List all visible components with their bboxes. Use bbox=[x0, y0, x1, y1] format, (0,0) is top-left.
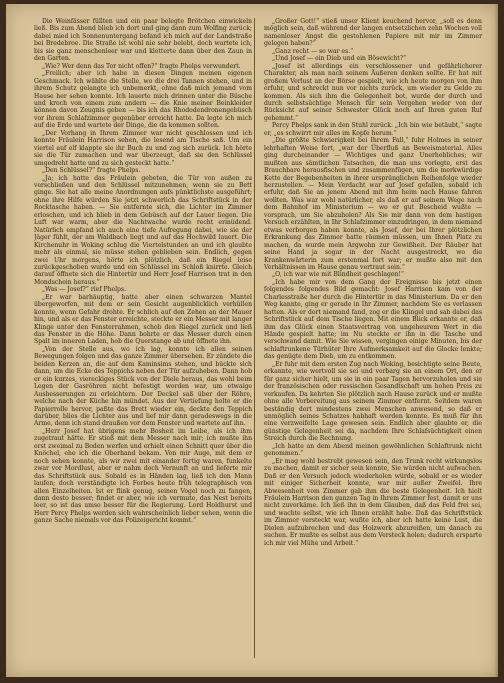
paragraph: „Den Schlüssel?“ fragte Phelps. bbox=[42, 167, 141, 175]
paragraph: „Ganz recht — so war es.“ bbox=[272, 47, 354, 55]
left-text-column bbox=[34, 18, 252, 658]
paragraph: „Josef ist allerdings ein verschlossener und gefährlicherer Charakter, als man nach seinem Äußeren denken sollte. Er hat mit großem Verlust an der Börse gespielt, wie ich heute morgen von ihm erfuhr, und schreckt nun vor nichts zurück, um wieder zu Gelde zu kommen. Als sich ihm die Gelegenheit bot, wurde der durch und durch selbstsüchtige Mensch für sein Vergehen weder von der Rücksicht auf seiner Schwester Glück noch auf Ihren guten Ruf gehemmt.“ bbox=[264, 62, 482, 122]
paragraph: „Herr Josef hat übrigens mehr Bosheit im Leibe, als ich ihm zugetraut hätte. Er stieß mit dem Messer nach mir; ich mußte ihn erst zweimal zu Boden werfen und erhielt einen Schnitt quer über die Knöchel, ehe ich die Oberhand bekam. Von mir Auge, mit dem er noch sehen konnte, als wir zwei mit einander fertig waren, funkelte zwar vor Mordlust, aber er nahm doch Vernunft an und lieferte mir das Schriftstück aus. Sobald es in Händen lag, ließ ich den Mann laufen; doch verständigte ich Forbes heute früh telegraphisch von allen Einzelheiten. Ist er flink genug, seinen Vogel noch zu fangen, dann desto besser; findet er aber, wie ich vermute, das Nest bereits leer, so ist das umso besser für die Regierung. Lord Holdhurst und Herr Percy Phelps werden sich wahrscheinlich lieber sehen, wenn die ganze Sache niemals vor das Polizeigericht kommt.“ bbox=[34, 427, 252, 525]
right-text-column bbox=[264, 18, 482, 658]
page-edge-shadow bbox=[494, 4, 498, 677]
paragraph: „Ich habe mir von dem Gang der Ereignisse bis jetzt einen folgendes folgendes Bild gemacht: Josef Harrison kam von der Charlesstraße her durch die Hintertür in das Ministerium. Da er den Weg kannte, ging er gerade in Ihr Zimmer, nachdem Sie es verlassen hatten. Als er dort niemand fand, zog er die Klingel und sah dabei das Schriftstück auf dem Tische liegen. Mit einem Blick erkannte er, daß ihm das Glück einen Staatsvertrag von ungeheurem Wert in die Hände gespielt hatte; im Nu steckte er ihn in die Tasche und verschwand damit. Wie Sie wissen, vergingen einige Minuten, bis der schlaftrunkene Türhüter Ihre Aufmerksamkeit auf die Glocke lenkte; das genügte dem Dieb, um zu entkommen. bbox=[264, 278, 482, 361]
paragraph: „Der Vorhang in Ihrem Zimmer war nicht geschlossen und ich konnte Fräulein Harrison sehen, die lesend am Tische saß. Um ein viertel auf elf klappte sie ihr Buch zu und zog sich zurück. Ich hörte sie die Tür zumachen und war überzeugt, daß sie den Schlüssel umgedreht hatte und zu sich gesteckt hatte.“ bbox=[34, 129, 252, 167]
paragraph: „Er mag wohl bestrebt gewesen sein, den Trunk recht wirkungslos zu machen, damit er sicher sein konnte, Sie würden nicht aufwachen. Daß er den Versuch jedoch wiederholen würde, sobald er es wieder mit einiger Sicherheit konnte, war mir außer Zweifel. Ihre Abwesenheit vom Zimmer gab ihm die beste Gelegenheit. Ich hielt Fräulein Harrison den ganzen Tag in Ihrem Zimmer fest, damit er uns nicht zuvorkäme. Ich ließ ihn in dem Glauben, daß das Feld frei sei, und wachte selbst, wie ich Ihnen erzählt habe. Daß das Schriftstück im Zimmer versteckt war, wußte ich, aber ich hatte keine Lust, die Dielen aufzubrechen und das Holzwerk abzureißen, um danach zu suchen. Er mußte es selbst aus dem Versteck holen; dadurch ersparte ich mir viel Mühe und Arbeit.“ bbox=[264, 457, 482, 547]
column-divider bbox=[254, 18, 255, 658]
paragraph: Percy Phelps sank in den Stuhl zurück. „Ich bin wie betäubt,“ sagte er, „es schwirrt mir alles im Kopfe herum.“ bbox=[264, 122, 482, 137]
book-page bbox=[6, 4, 498, 677]
paragraph: „Ja; ich hatte das Fräulein gebeten, die Tür von außen zu verschließen und den Schlüssel mitzunehmen, wenn sie zu Bett ginge. Sie hat alle meine Anordnungen aufs pünktlichste ausgeführt; ohne ihre Hilfe würden Sie jetzt schwerlich das Schriftstück in der Rocktasche haben. — Sie entfernte sich, die Lichter im Zimmer erloschen, und ich blieb in dem Gebüsch auf der Lauer liegen. Die Luft war warm, aber die Nachtwache wurde recht ermüdend. Natürlich empfand ich auch eine tiefe Aufregung dabei, wie sie der Jäger fühlt, der am Waldbach liegt und auf das Hochwild lauert. Die Kirchenuhr in Woking schlug die Viertelstunden an und ich glaubte mehr als einmal, sie müsse stehen geblieben sein. Endlich, gegen zwei Uhr morgens, hörte ich plötzlich, daß ein Riegel leise zurückgeschoben wurde und ein Schlüssel im Schloß knirrte. Gleich darauf öffnete sich die Hintertür und Herr Josef Harrison trat in den Mondschein heraus.“ bbox=[34, 174, 252, 286]
paragraph: „Wie? Wer denn das Tor nicht offen?“ fragte Phelps verwundert. bbox=[42, 62, 241, 70]
paragraph: „Er fuhr mit dem ersten Zug nach Woking, besichtigte seine Beute, erkannte, wie wertvoll sie sei und verbarg sie an einem Ort, den er für ganz sicher hielt, um sie in ein paar Tagen hervorzuholen und sie der französischen oder russischen Gesandtschaft um hohen Preis zu verkaufen. Da kehrten Sie plötzlich nach Hause zurück und er mußte ohne alle Vorbereitung aus seinem Zimmer entfernt. Seitdem waren beständig dort mindestens zwei Menschen anwesend, so daß er unmöglich seines Schatzes habhaft werden konnte. Es muß für ihn eine verzweifelte Lage gewesen sein. Endlich aber glaubte er, die günstige Gelegenheit sei da, nachdem Ihre Schlafsüchtigkeit einen Streich durch die Rechnung. bbox=[264, 360, 482, 443]
paragraph: „Großer Gott!“ stieß unser Klient keuchend hervor, „soll es denn möglich sein, daß während der langen entsetzlichen zehn Wochen voll namenloser Angst die gestohlenen Papiere mit mir im Zimmer gelegen haben?“ bbox=[264, 18, 482, 48]
paragraph: „Was — Josef?“ rief Phelps. bbox=[42, 286, 127, 294]
paragraph: Die Weinfässer füllten und ein paar belegte Brötchen einwickeln ließ. Bis zum Abend blieb ich dort und ging dann zum Wolfing zurück; dabei mied ich Sonnenuntergang befand ich mich auf der Landstraße bei Bredebroe. Die Straße ist wohl nie sehr belebt, doch wartete ich, bis sie ganz menschenleer war und kletterte dann über den Zaun in den Garten. bbox=[34, 18, 252, 63]
paragraph: „Von der Stelle aus, wo ich lag, konnte ich allen seinen Bewegungen folgen und das ganze Zimmer übersehen. Er zündete die beiden Kerzen an, die auf dem Kaminsims stehen, und bückte sich dann, um die Ecke des Teppichs neben der Tür aufzuheben. Dann hob er ein kurzes, viereckiges Stück von der Diele heraus, das wohl beim Legen der Gasröhren nicht befestigt worden war, um etwaige Ausbesserungen zu erleichtern. Der Deckel saß über der Röhre, welche nach der Küche hin mündet. Aus der Vertiefung holte er die Papierrolle hervor, paßte das Brett wieder ein, deckte den Teppich darüber, blies die Lichter aus und lief mir dann geradeswegs in die Arme, denn ich stand draußen vor dem Fenster und wartete auf ihn. bbox=[34, 345, 252, 428]
paragraph: „Die größte Schwierigkeit bei Ihrem Fall,“ fuhr Holmes in seiner lehrhaften Weise fort, „war der Überfluß an Beweismaterial. Alles ging durcheinander — Wichtiges und ganz Unerhebliches; wir mußten aus sämtlichen Tatsachen, die man uns vorlegte, erst das Brauchbare herausfischen und zusammenfügen, um die merkwürdige Kette der Begebenheiten in ihrer ursprünglichen Reihenfolge wieder herzustellen. — Mein Verdacht war auf Josef gefallen, sobald ich erfuhr, daß Sie an jenem Abend mit ihm heim nach Hause fahren wollten. Was war wohl natürlicher, als daß er auf seinem Wege nach dem Bahnhof im Ministerium — wo er gut Bescheid wußte — vorsprach, um Sie abzuholen? Als Sie mir dann von dem hastigen Versuch erzählten, in Ihr Schlafzimmer einzudringen, in dem niemand etwas verborgen haben konnte, als Josef, der bei Ihrer plötzlichen Erkrankung das Zimmer hatte räumen müssen, um Ihnen Platz zu machen, da wurde mein Argwohn zur Gewißheit. Der Räuber hat seine Hand ja sogar in der Nacht ausgestreckt, wo die Krankenwärterin zum erstenmal fort war; er mußte also mit den Verhältnissen im Hause genau vertraut sein.“ bbox=[264, 137, 482, 271]
paragraph: „Und Josef — ein Dieb und ein Bösewicht?“ bbox=[272, 55, 407, 63]
paragraph: „Er war barhäuptig, hatte aber einen schwarzen Mantel übergeworfen, mit dem er sein Gesicht augenblicklich verhüllen konnte, wenn Gefahr drohte. Er schlich auf den Zehen an der Mauer hin, und als er das Fenster erreichte, steckte er ein Messer mit langer Klinge unter den Fensterrahmen, schob den Riegel zurück und ließ das Fenster in die Höhe. Dann bohrte er das Messer durch einen Spalt im inneren Laden, hob die Querstange ab und öffnete ihn. bbox=[34, 293, 252, 346]
paragraph: „O, ich war wie mit Blindheit geschlagen!“ bbox=[272, 271, 405, 279]
paragraph: „Freilich; aber ich habe in diesen Dingen meinen eigenen Geschmack. Ich wählte die Stelle, wo die drei Tannen stehen, und in ihrem Schutz gelangte ich unbemerkt, ohne daß mich jemand vom Hause her sehen konnte. Ich lauerte mich drinnen unter die Büsche und kroch von einem zum andern — die Knie meiner Beinkleider können davon Zeugnis geben — bis ich das Rhododendronengebüsch vor ihrem Schlafzimmer gegenüber erreicht hatte. Da legte ich mich auf die Erde und wartete der Dinge, die da kommen sollten. bbox=[34, 70, 252, 130]
paragraph: „Ich hatte an dem Abend meinen gewöhnlichen Schlaftrunk nicht genommen.“ bbox=[264, 442, 482, 458]
